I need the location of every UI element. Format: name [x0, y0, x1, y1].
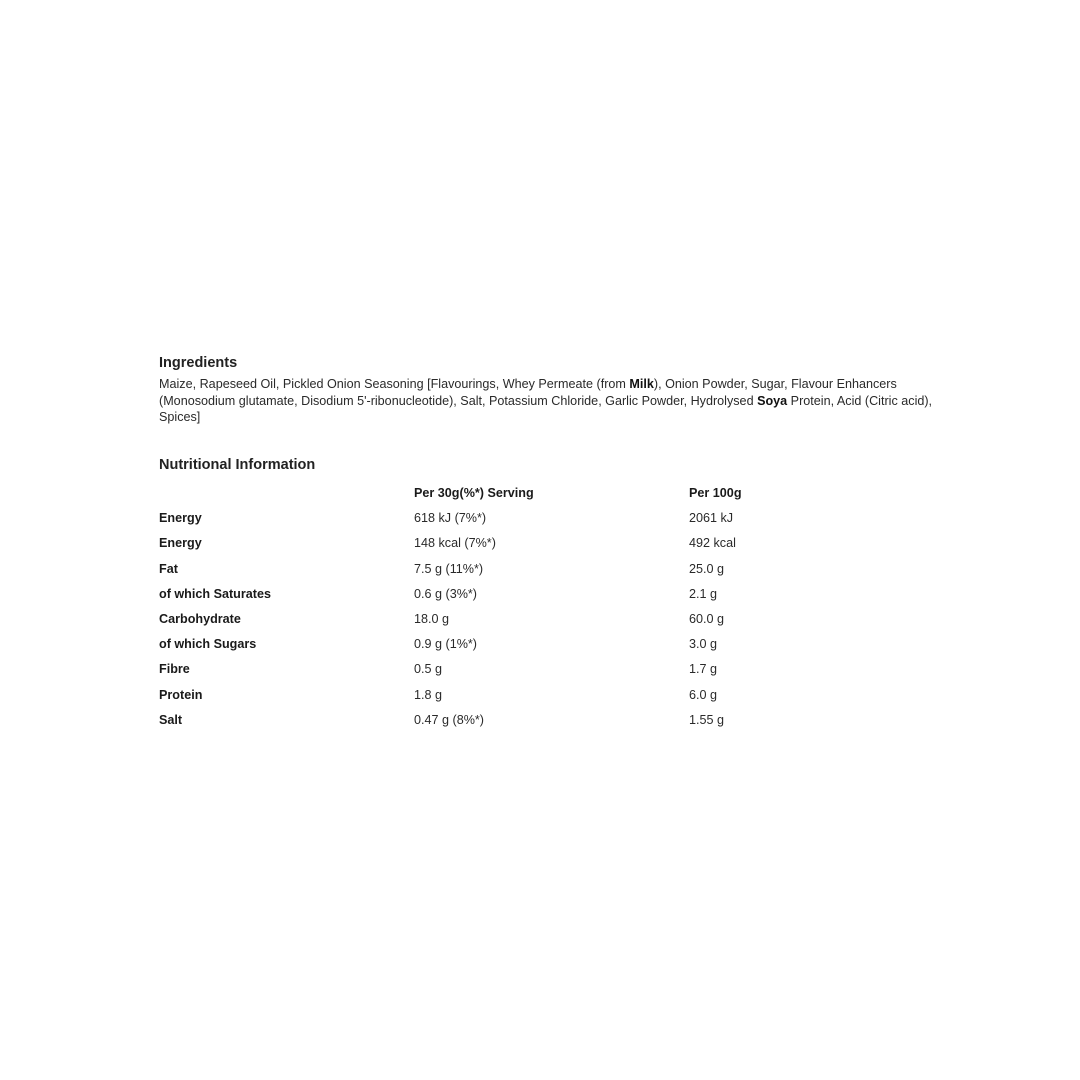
nutrition-heading: Nutritional Information	[159, 456, 316, 473]
value-per-serving: 0.9 g (1%*)	[414, 637, 477, 652]
nutrition-row	[159, 581, 809, 606]
header-label	[159, 481, 414, 506]
nutrition-rows	[159, 506, 809, 733]
value-per-serving: 18.0 g	[414, 612, 450, 627]
value-per-serving: 1.8 g	[414, 687, 443, 702]
value-per-100g: 3.0 g	[689, 637, 718, 652]
nutrient-name: Energy	[159, 536, 202, 551]
value-per-serving: 0.6 g (3%*)	[414, 586, 477, 601]
value-per-serving: 7.5 g (11%*)	[414, 561, 484, 576]
ingredients-section	[159, 354, 939, 426]
nutrient-name: Salt	[159, 712, 183, 727]
nutrient-name: of which Sugars	[159, 637, 257, 652]
allergen-soya: Soya	[757, 393, 788, 408]
header-per-serving: Per 30g(%*) Serving	[414, 486, 534, 501]
ingredients-part: Maize, Rapeseed Oil, Pickled Onion Seasoning [Flavourings, Whey Permeate (from	[159, 377, 630, 391]
value-per-serving: 148 kcal (7%*)	[414, 536, 496, 551]
ingredients-part: ), Onion Powder, Sugar, Flavour Enhancers (Monosodium glutamate, Disodium 5'-ribonucleotide), Salt, Potassium Chloride, Garlic Powder, Hydrolysed	[159, 377, 897, 408]
ingredients-part: Protein, Acid (Citric acid), Spices]	[159, 393, 933, 424]
product-info	[159, 354, 939, 732]
value-per-100g: 6.0 g	[689, 687, 718, 702]
nutrient-name: Fibre	[159, 662, 190, 677]
value-per-100g: 25.0 g	[689, 561, 725, 576]
nutrition-row	[159, 707, 809, 732]
value-per-100g: 1.7 g	[689, 662, 718, 677]
ingredients-heading: Ingredients	[159, 355, 238, 371]
nutrition-section	[159, 456, 939, 733]
value-per-100g: 2061 kJ	[689, 511, 734, 526]
nutrition-row	[159, 531, 809, 556]
nutrient-name: Energy	[159, 511, 202, 526]
nutrient-name: Protein	[159, 687, 203, 702]
nutrient-name: Fat	[159, 561, 178, 576]
nutrition-header-row	[159, 481, 809, 506]
header-per-100g: Per 100g	[689, 486, 742, 501]
nutrition-row	[159, 556, 809, 581]
nutrition-row	[159, 506, 809, 531]
nutrient-name: of which Saturates	[159, 586, 271, 601]
value-per-100g: 492 kcal	[689, 536, 736, 551]
value-per-100g: 1.55 g	[689, 712, 725, 727]
allergen-milk: Milk	[629, 377, 654, 391]
value-per-100g: 2.1 g	[689, 586, 718, 601]
nutrition-row	[159, 606, 809, 631]
ingredients-text	[159, 376, 939, 426]
value-per-100g: 60.0 g	[689, 612, 725, 627]
value-per-serving: 0.5 g	[414, 662, 443, 677]
nutrient-name: Carbohydrate	[159, 612, 241, 627]
value-per-serving: 0.47 g (8%*)	[414, 712, 485, 727]
nutrition-table	[159, 481, 809, 733]
nutrition-row	[159, 632, 809, 657]
value-per-serving: 618 kJ (7%*)	[414, 511, 487, 526]
nutrition-row	[159, 682, 809, 707]
nutrition-row	[159, 657, 809, 682]
